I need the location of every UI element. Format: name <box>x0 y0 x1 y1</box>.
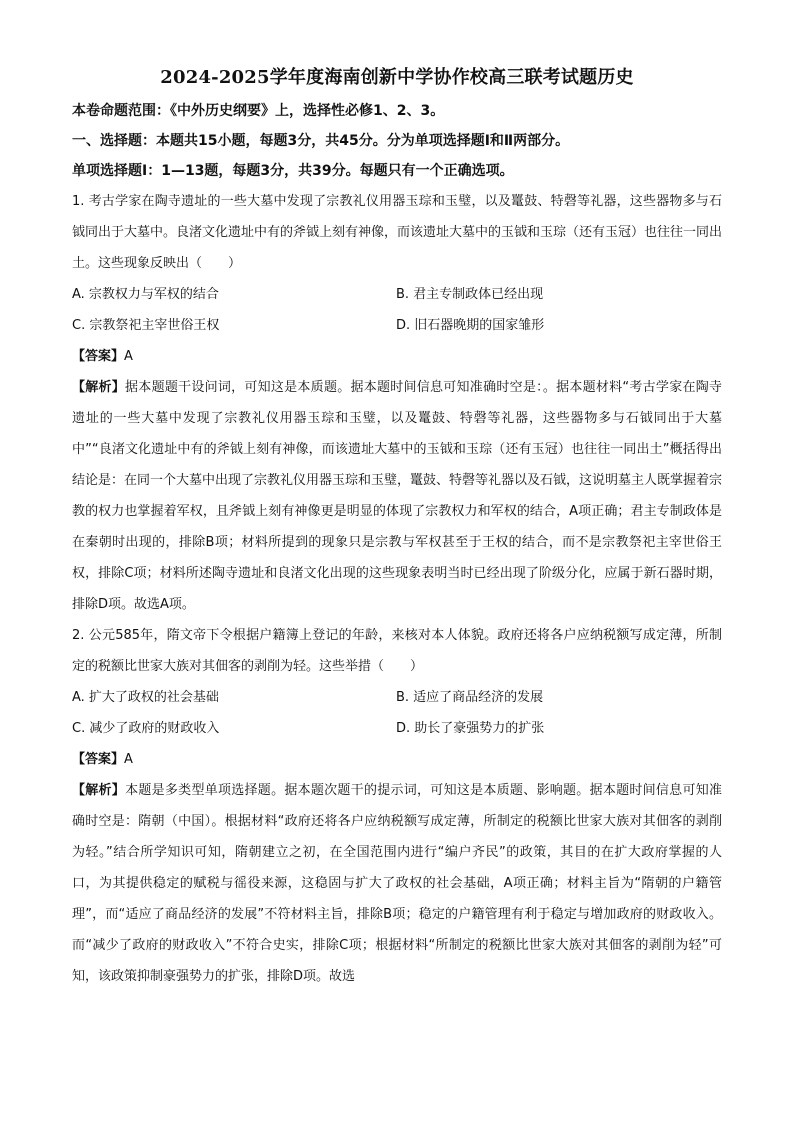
question-block <box>72 186 722 620</box>
analysis-body: 据本题题干设问词，可知这是本质题。据本题时间信息可知准确时空是：。据本题材料“考古学家在陶寺遗址的一些大墓中发现了宗教礼仪用器玉琮和玉璧，以及鼍鼓、特磬等礼器，这些器物多与石钺同出于大墓中”“良渚文化遗址中有的斧钺上刻有神像，而该遗址大墓中的玉钺和玉琮（还有玉冠）也往往一同出土”概括得出结论是：在同一个大墓中出现了宗教礼仪用器玉琮和玉璧，鼍鼓、特磬等礼器以及石钺，这说明墓主人既掌握着宗教的权力也掌握着军权，且斧钺上刻有神像更是明显的体现了宗教权力和军权的结合，A项正确；君主专制政体是在秦朝时出现的，排除B项；材料所提到的现象只是宗教与军权甚至于王权的结合，而不是宗教祭祀主宰世俗王权，排除C项；材料所述陶寺遗址和良渚文化出现的这些现象表明当时已经出现了阶级分化，应属于新石器时期，排除D项。故选A项。 <box>72 380 723 612</box>
option-a: A. 扩大了政权的社会基础 <box>72 690 219 705</box>
option-b: B. 适应了商品经济的发展 <box>396 690 544 705</box>
option-c: C. 减少了政府的财政收入 <box>72 721 220 736</box>
option-d: D. 旧石器晚期的国家雏形 <box>396 318 545 333</box>
option-d: D. 助长了豪强势力的扩张 <box>396 721 545 736</box>
question-stem: 2. 公元585年，隋文帝下令根据户籍簿上登记的年龄，来核对本人体貌。政府还将各户应纳税额写成定薄，所制定的税额比世家大族对其佃客的剥削为轻。这些举措（ ） <box>72 628 722 674</box>
option-list <box>72 682 722 744</box>
analysis-tag: 【解析】 <box>72 783 126 798</box>
exam-scope: 本卷命题范围：《中外历史纲要》上，选择性必修1、2、3。 <box>72 103 445 119</box>
question-stem: 1. 考古学家在陶寺遗址的一些大墓中发现了宗教礼仪用器玉琮和玉璧，以及鼍鼓、特磬等礼器，这些器物多与石钺同出于大墓中。良渚文化遗址中有的斧钺上刻有神像，而该遗址大墓中的玉钺和玉琮（还有玉冠）也往往一同出土。这些现象反映出（ ） <box>72 194 723 271</box>
analysis-tag: 【解析】 <box>72 380 126 395</box>
analysis-text <box>72 775 722 992</box>
answer-value: A <box>124 752 133 767</box>
answer-tag: 【答案】 <box>72 752 125 767</box>
section-subheading: 单项选择题Ⅰ：1—13题，每题3分，共39分。每题只有一个正确选项。 <box>72 163 514 179</box>
option-list <box>72 279 722 341</box>
section-heading: 一、选择题：本题共15小题，每题3分，共45分。分为单项选择题Ⅰ和Ⅱ两部分。 <box>72 133 570 149</box>
option-b: B. 君主专制政体已经出现 <box>396 287 544 302</box>
exam-page <box>72 66 722 992</box>
answer-value: A <box>124 349 133 364</box>
analysis-text <box>72 372 722 620</box>
question-block <box>72 620 722 992</box>
answer-line <box>72 341 722 372</box>
answer-tag: 【答案】 <box>72 349 125 364</box>
page-title: 2024-2025学年度海南创新中学协作校高三联考试题历史 <box>160 67 634 88</box>
analysis-body: 本题是多类型单项选择题。据本题次题干的提示词，可知这是本质题、影响题。据本题时间信息可知准确时空是：隋朝（中国）。根据材料“政府还将各户应纳税额写成定薄，所制定的税额比世家大族对其佃客的剥削为轻。”结合所学知识可知，隋朝建立之初，在全国范围内进行“编户齐民”的政策，其目的在扩大政府掌握的人口，为其提供稳定的赋税与徭役来源，这稳固与扩大了政权的社会基础，A项正确；材料主旨为“隋朝的户籍管理”，而“适应了商品经济的发展”不符材料主旨，排除B项；稳定的户籍管理有利于稳定与增加政府的财政收入。而“减少了政府的财政收入”不符合史实，排除C项；根据材料“所制定的税额比世家大族对其佃客的剥削为轻”可知，该政策抑制豪强势力的扩张，排除D项。故选 <box>72 783 722 984</box>
option-c: C. 宗教祭祀主宰世俗王权 <box>72 318 220 333</box>
option-a: A. 宗教权力与军权的结合 <box>72 287 219 302</box>
answer-line <box>72 744 722 775</box>
